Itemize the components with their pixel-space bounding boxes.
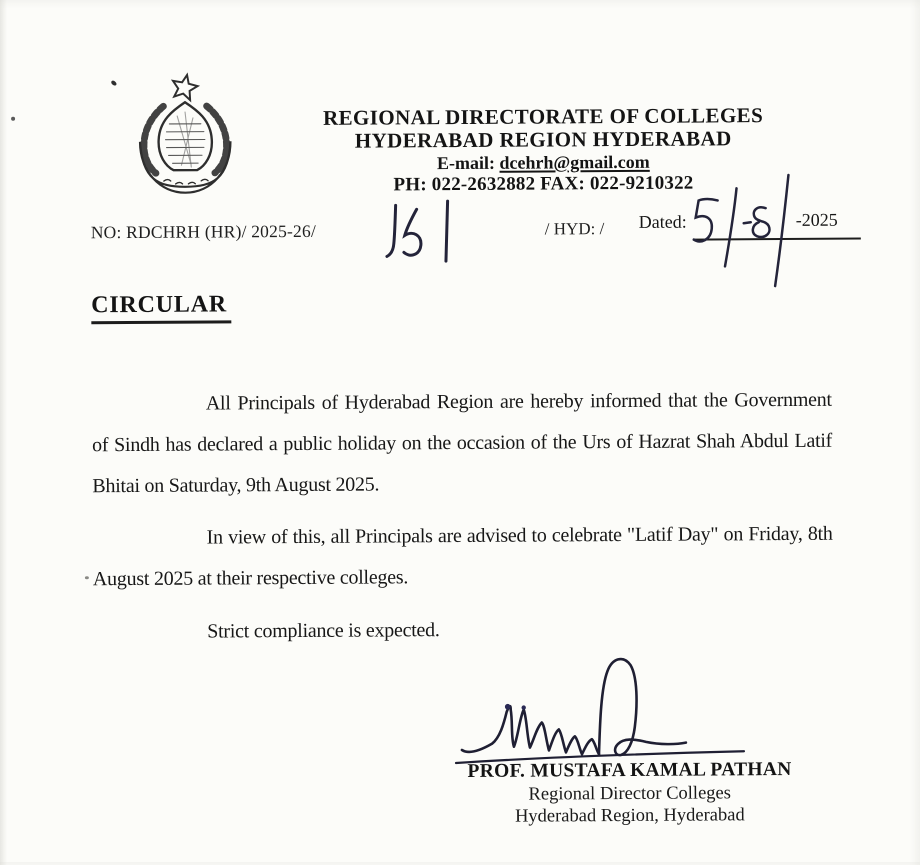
signatory-name: PROF. MUSTAFA KAMAL PATHAN bbox=[467, 758, 792, 782]
dated-label: Dated: bbox=[638, 211, 687, 232]
paragraph-compliance-note: Strict compliance is expected. bbox=[207, 619, 440, 643]
hyd-separator: / HYD: / bbox=[544, 219, 605, 239]
organization-region: HYDERABAD REGION HYDERABAD bbox=[354, 126, 732, 153]
handwritten-date bbox=[681, 168, 800, 291]
handwritten-ref-number bbox=[384, 197, 456, 263]
date-year-printed: -2025 bbox=[795, 209, 838, 230]
signatory-block bbox=[442, 758, 817, 828]
handwritten-signature bbox=[447, 648, 748, 770]
paragraph-latif-day-instruction: In view of this, all Principals are advised to celebrate "Latif Day" on Friday, 8th August 2025 at their respective colleges. bbox=[92, 522, 833, 591]
document-heading: CIRCULAR bbox=[91, 291, 231, 324]
sindh-government-emblem-icon bbox=[126, 71, 245, 200]
signatory-location: Hyderabad Region, Hyderabad bbox=[514, 805, 745, 827]
reference-number: NO: RDCHRH (HR)/ 2025-26/ bbox=[90, 220, 317, 243]
signatory-title: Regional Director Colleges bbox=[528, 783, 731, 805]
email-address: dcehrh@gmail.com bbox=[499, 151, 650, 173]
email-label: E-mail: bbox=[436, 152, 500, 174]
scan-speck bbox=[11, 117, 15, 121]
paragraph-holiday-announcement: All Principals of Hyderabad Region are hereby informed that the Government of Sindh has declared a public holiday on the occasion of the Urs of Hazrat Shah Abdul Latif Bhitai on Saturday, 9th August 2025. bbox=[92, 388, 833, 498]
organization-name: REGIONAL DIRECTORATE OF COLLEGES bbox=[322, 103, 764, 130]
phone-fax-line: PH: 022-2632882 FAX: 022-9210322 bbox=[393, 172, 694, 196]
scan-speck bbox=[110, 80, 117, 87]
scan-speck bbox=[85, 576, 89, 579]
